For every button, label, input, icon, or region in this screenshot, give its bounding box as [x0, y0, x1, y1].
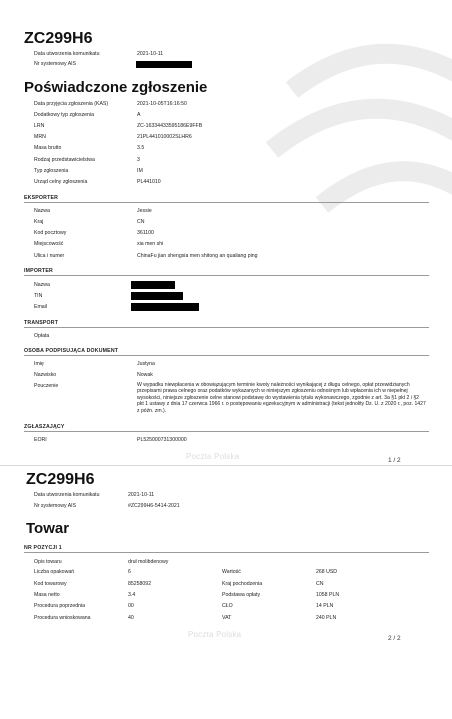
footer-logo-text: Poczta Polska [186, 452, 240, 461]
field-label: Kod pocztowy [34, 230, 67, 236]
field-label: Opłata [34, 333, 50, 339]
field-label: TIN [34, 293, 43, 299]
field-label: Email [34, 304, 47, 310]
field-label: Pouczenie [34, 383, 59, 389]
meta-value: #ZC299H6-5414-2021 [128, 503, 180, 509]
field-label: CŁO [222, 603, 233, 609]
meta-label: Nr systemowy AIS [34, 503, 77, 509]
section-divider [24, 327, 429, 328]
field-label: Urząd celny zgłoszenia [34, 179, 88, 185]
page-title: Poświadczone zgłoszenie [24, 79, 208, 96]
field-value: 3.5 [137, 145, 145, 151]
section-heading-eksporter: EKSPORTER [24, 195, 59, 201]
section-heading-item: NR POZYCJI 1 [24, 545, 62, 551]
poczta-polska-watermark-logo [262, 30, 452, 240]
section-divider [24, 275, 429, 276]
field-label: Opis towaru [34, 559, 62, 565]
document-page-2 [0, 465, 452, 719]
field-value: 6 [128, 569, 131, 575]
field-label: EORI [34, 437, 47, 443]
field-label: Nazwa [34, 208, 50, 214]
field-value: Jessie [137, 208, 152, 214]
field-value: 268 USD [316, 569, 338, 575]
field-value: 3.4 [128, 592, 136, 598]
field-label: Kraj [34, 219, 44, 225]
section-divider [24, 431, 429, 432]
field-value: 1058 PLN [316, 592, 340, 598]
field-value: 240 PLN [316, 615, 337, 621]
field-label: Procedura wnioskowana [34, 615, 91, 621]
field-label: Nazwisko [34, 372, 57, 378]
field-value: 85258092 [128, 581, 152, 587]
meta-label: Data utworzenia komunikatu [34, 492, 100, 498]
field-label: Typ zgłoszenia [34, 168, 69, 174]
field-label: Nazwa [34, 282, 50, 288]
field-label: Procedura poprzednia [34, 603, 86, 609]
field-value: CN [316, 581, 324, 587]
field-value: IM [137, 168, 143, 174]
field-value: druł molibdenowy [128, 559, 169, 565]
section-divider [24, 355, 429, 356]
meta-label: Nr systemowy AIS [34, 61, 77, 67]
field-value: 14 PLN [316, 603, 334, 609]
field-value: 21PL441010002SLHR6 [137, 134, 192, 140]
legal-notice-text: W wypadku niewpłacenia w obowiązującym terminie kwoty należności wynikającej z długu celnego, opłat przewidzianych przepisami prawa celnego oraz podatków wykazanych w niniejszym zgłoszeniu odnośnym lub wpłacenia ich w niepełnej wysokości, niniejsze zgłoszenie celne stanowi podstawę do wystawienia tytułu wykonawczego, zgodnie z art. 3a §1 pkt 2 i §2 pkt 1 ustawy z dnia 17 czerwca 1966 r. o postępowaniu egzekucyjnym w administracji (tekst jednolity Dz. U. z 2020 r., poz. 1427 z późn. zm.). [137, 382, 426, 414]
field-label: Dodatkowy typ zgłoszenia [34, 112, 94, 118]
field-label: Kod towarowy [34, 581, 67, 587]
field-label: Kraj pochodzenia [222, 581, 263, 587]
document-code: ZC299H6 [24, 30, 93, 47]
field-value: 3 [137, 157, 140, 163]
page-number: 2 / 2 [388, 635, 401, 642]
field-label: Podstawa opłaty [222, 592, 261, 598]
meta-value: 2021-10-11 [128, 492, 155, 498]
redacted-importer-name [131, 281, 175, 289]
section-heading-importer: IMPORTER [24, 268, 53, 274]
field-value: 40 [128, 615, 134, 621]
redacted-importer-tin [131, 292, 183, 300]
field-value: 361100 [137, 230, 154, 236]
document-code: ZC299H6 [26, 471, 95, 488]
meta-value: 2021-10-11 [137, 51, 164, 57]
field-label: VAT [222, 615, 232, 621]
field-value: ChinaFu jian shengxia men shitong an qualiang ping [137, 253, 258, 259]
field-label: Masa netto [34, 592, 60, 598]
section-heading-declarant: ZGŁASZAJĄCY [24, 424, 65, 430]
footer-logo-text: Poczta Polska [188, 630, 242, 639]
field-value: Justyna [137, 361, 155, 367]
field-label: Masa brutto [34, 145, 62, 151]
redacted-importer-email [131, 303, 199, 311]
meta-label: Data utworzenia komunikatu [34, 51, 100, 57]
field-value: A [137, 112, 141, 118]
field-value: xia men shi [137, 241, 164, 247]
redacted-ais-number [136, 61, 192, 68]
field-value: PL441010 [137, 179, 161, 185]
field-value: 00 [128, 603, 134, 609]
field-label: LRN [34, 123, 45, 129]
field-label: Data przyjęcia zgłoszenia (KAS) [34, 101, 109, 107]
page-title: Towar [26, 520, 70, 537]
field-label: Liczba opakowań [34, 569, 75, 575]
field-value: 2021-10-05T16:16:50 [137, 101, 187, 107]
field-label: Ulica i numer [34, 253, 65, 259]
section-divider [24, 202, 429, 203]
field-label: Wartość [222, 569, 241, 575]
page-number: 1 / 2 [388, 457, 401, 464]
section-heading-transport: TRANSPORT [24, 320, 59, 326]
field-value: CN [137, 219, 145, 225]
section-heading-signatory: OSOBA PODPISUJĄCA DOKUMENT [24, 348, 119, 354]
field-value: PL525000731300000 [137, 437, 187, 443]
field-label: Miejscowość [34, 241, 64, 247]
section-divider [24, 552, 429, 553]
field-value: ZC-16334433595186E9FFB [137, 123, 203, 129]
field-label: MRN [34, 134, 46, 140]
field-label: Imię [34, 361, 44, 367]
field-value: Nowak [137, 372, 153, 378]
field-label: Rodzaj przedstawicielstwa [34, 157, 95, 163]
